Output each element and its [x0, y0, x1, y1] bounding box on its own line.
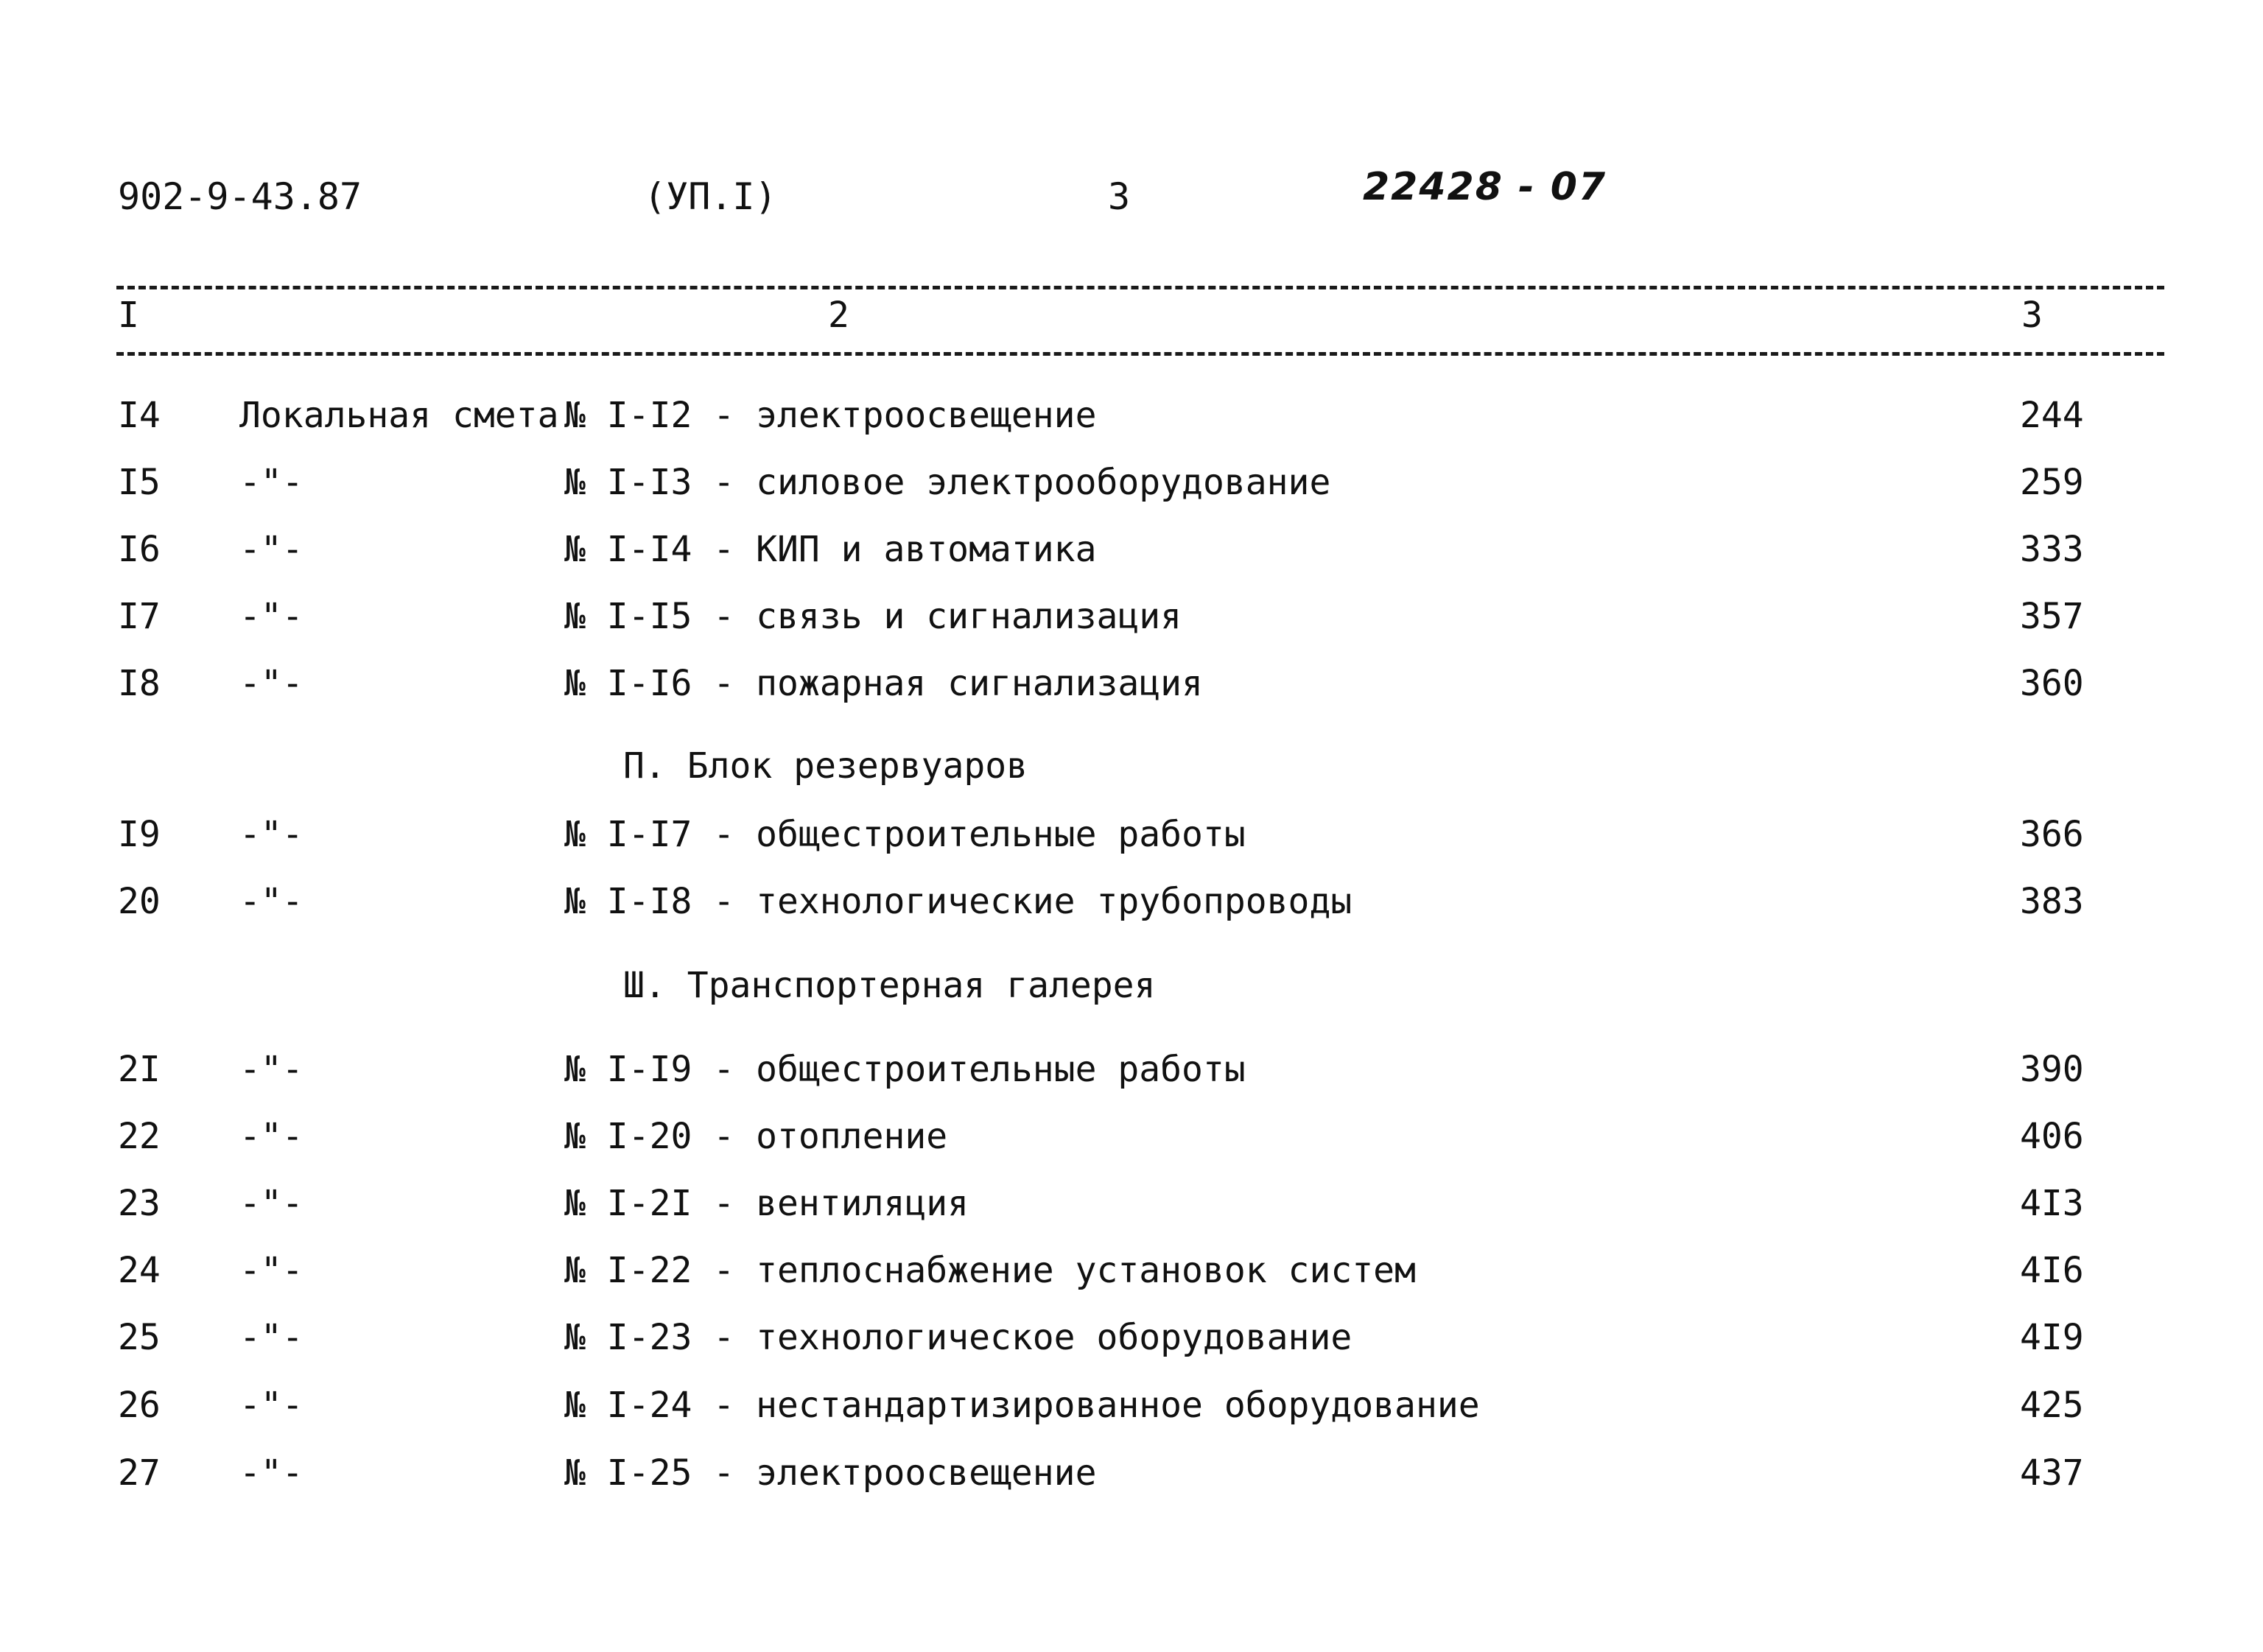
row-document-type: -"-: [239, 462, 304, 503]
table-row: [0, 1250, 2263, 1294]
row-number: 27: [118, 1452, 161, 1494]
row-number: 25: [118, 1317, 161, 1358]
table-row: [0, 881, 2263, 925]
row-page: 360: [2020, 663, 2084, 704]
row-document-type: -"-: [239, 596, 304, 637]
row-document-type: -"-: [239, 1250, 304, 1291]
row-document-type: -"-: [239, 1116, 304, 1157]
row-description: № I-I6 - пожарная сигнализация: [564, 663, 1203, 704]
row-page: 4I3: [2020, 1183, 2084, 1224]
dashed-rule-top: [116, 286, 2164, 289]
handwritten-inventory-number: 22428 - 07: [1363, 165, 1607, 209]
column-header-1: I: [118, 295, 139, 336]
table-row: [0, 663, 2263, 707]
row-description: № I-25 - электроосвещение: [564, 1452, 1097, 1494]
row-page: 244: [2020, 395, 2084, 436]
row-page: 366: [2020, 814, 2084, 855]
row-page: 390: [2020, 1049, 2084, 1090]
row-number: I9: [118, 814, 161, 855]
row-description: № I-I5 - связь и сигнализация: [564, 596, 1182, 637]
row-description: № I-24 - нестандартизированное оборудование: [564, 1385, 1480, 1426]
row-page: 259: [2020, 462, 2084, 503]
row-description: № I-23 - технологическое оборудование: [564, 1317, 1352, 1358]
row-page: 357: [2020, 596, 2084, 637]
table-row: [0, 1385, 2263, 1429]
row-number: 22: [118, 1116, 161, 1157]
row-number: I7: [118, 596, 161, 637]
row-document-type: Локальная смета: [239, 395, 559, 436]
row-description: № I-22 - теплоснабжение установок систем: [564, 1250, 1416, 1291]
table-row: [0, 462, 2263, 506]
row-page: 425: [2020, 1385, 2084, 1426]
row-description: № I-I4 - КИП и автоматика: [564, 529, 1097, 570]
row-number: I6: [118, 529, 161, 570]
table-row: [0, 596, 2263, 640]
table-row: [0, 1183, 2263, 1227]
row-document-type: -"-: [239, 1452, 304, 1494]
row-page: 4I9: [2020, 1317, 2084, 1358]
row-number: 24: [118, 1250, 161, 1291]
row-document-type: -"-: [239, 814, 304, 855]
row-number: 26: [118, 1385, 161, 1426]
row-document-type: -"-: [239, 1049, 304, 1090]
row-document-type: -"-: [239, 881, 304, 922]
table-row: [0, 529, 2263, 573]
page-number: 3: [1108, 175, 1131, 218]
table-row: [0, 1452, 2263, 1497]
section-heading-conveyor-gallery: Ш. Транспортерная галерея: [623, 965, 1156, 1006]
table-row: [0, 1317, 2263, 1361]
column-header-2: 2: [828, 295, 849, 336]
row-description: № I-20 - отопление: [564, 1116, 948, 1157]
row-number: I4: [118, 395, 161, 436]
row-number: 20: [118, 881, 161, 922]
row-page: 406: [2020, 1116, 2084, 1157]
row-description: № I-I9 - общестроительные работы: [564, 1049, 1246, 1090]
row-document-type: -"-: [239, 1385, 304, 1426]
row-page: 4I6: [2020, 1250, 2084, 1291]
row-description: № I-I7 - общестроительные работы: [564, 814, 1246, 855]
row-description: № I-I8 - технологические трубопроводы: [564, 881, 1352, 922]
row-document-type: -"-: [239, 529, 304, 570]
row-description: № I-I2 - электроосвещение: [564, 395, 1097, 436]
row-document-type: -"-: [239, 1183, 304, 1224]
row-number: I8: [118, 663, 161, 704]
document-code: 902-9-43.87: [118, 175, 362, 218]
dashed-rule-bottom: [116, 352, 2164, 356]
table-row: [0, 1049, 2263, 1093]
row-page: 333: [2020, 529, 2084, 570]
row-number: 2I: [118, 1049, 161, 1090]
row-number: I5: [118, 462, 161, 503]
column-header-3: 3: [2021, 295, 2043, 336]
table-row: [0, 1116, 2263, 1160]
table-row: [0, 395, 2263, 439]
row-page: 383: [2020, 881, 2084, 922]
row-number: 23: [118, 1183, 161, 1224]
table-row: [0, 814, 2263, 858]
section-heading-tank-block: П. Блок резервуаров: [623, 745, 1028, 787]
row-document-type: -"-: [239, 663, 304, 704]
row-page: 437: [2020, 1452, 2084, 1494]
album-label: (УП.I): [644, 175, 777, 218]
row-document-type: -"-: [239, 1317, 304, 1358]
row-description: № I-2I - вентиляция: [564, 1183, 969, 1224]
row-description: № I-I3 - силовое электрооборудование: [564, 462, 1331, 503]
